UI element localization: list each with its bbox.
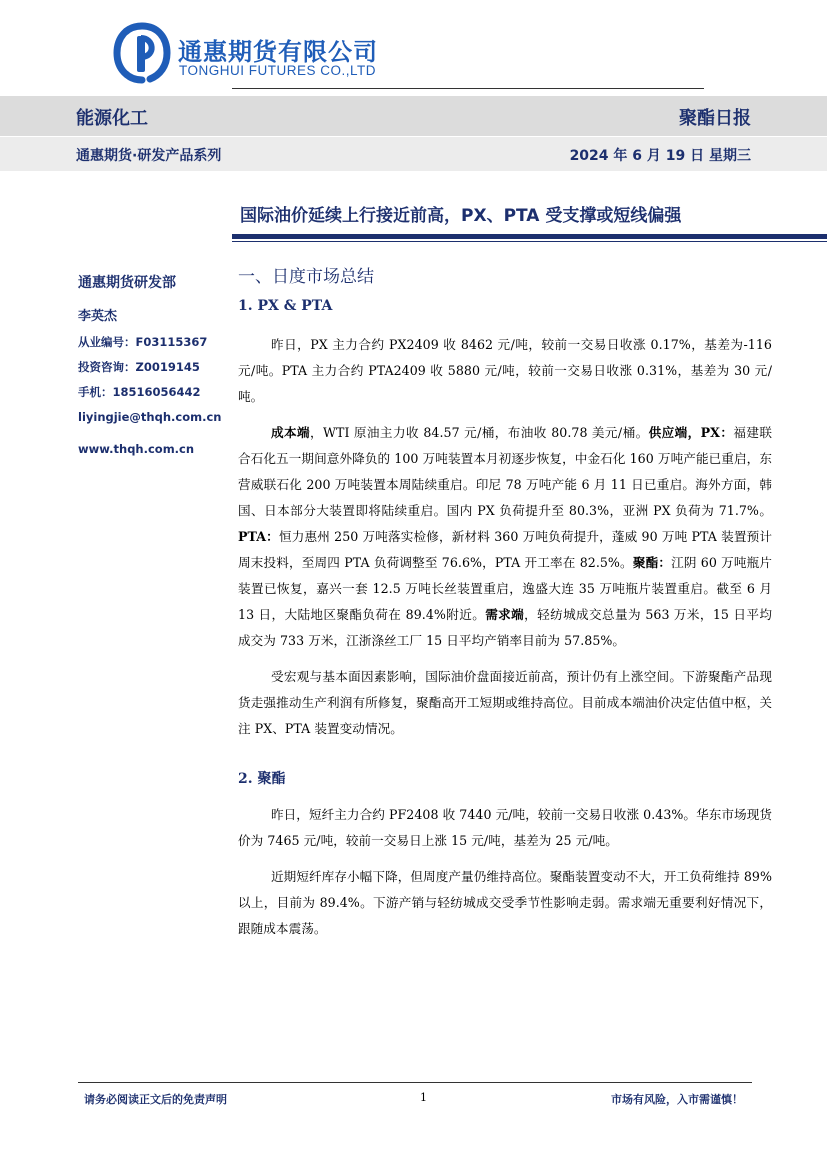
title-rule-thick: [232, 234, 827, 239]
phone-label: 手机：: [78, 385, 113, 399]
paragraph-outlook: 受宏观与基本面因素影响，国际油价盘面接近前高，预计仍有上涨空间。下游聚酯产品现货走强推动生产利润有所修复，聚酯高开工短期或维持高位。目前成本端油价决定估值中枢，关注 PX、PTA 装置变动情况。: [238, 669, 772, 736]
company-name-en: TONGHUI FUTURES CO.,LTD: [179, 63, 377, 78]
pta-label: PTA：: [238, 529, 279, 544]
cert-value: F03115367: [135, 335, 208, 349]
sidebar-cert: [78, 334, 207, 350]
paragraph-supply-demand: [238, 420, 772, 654]
footer-disclaimer: 请务必阅读正文后的免责声明: [84, 1093, 227, 1106]
report-type-label: 聚酯日报: [679, 108, 751, 129]
header-divider: [232, 88, 704, 89]
company-logo-icon: [112, 22, 172, 84]
section-heading: 一、日度市场总结: [238, 267, 374, 287]
supply-label: 供应端，PX：: [648, 425, 734, 440]
polyester-text: 江阴 60 万吨瓶片装置已恢复，嘉兴一套 12.5 万吨长丝装置重启，逸盛大连 35 万吨瓶片装置重启。截至 6 月 13 日，大陆地区聚酯负荷在 89.4%附近。: [238, 555, 772, 622]
company-logo: [112, 22, 402, 86]
footer-risk-notice: 市场有风险，入市需谨慎！: [611, 1093, 743, 1106]
advisory-label: 投资咨询：: [78, 360, 136, 374]
sidebar-advisory: [78, 359, 200, 375]
page-number: 1: [420, 1091, 427, 1104]
title-rule-thin: [232, 241, 827, 242]
footer-divider: [78, 1082, 752, 1083]
report-date: 2024 年 6 月 19 日 星期三: [569, 148, 751, 164]
subsection-heading-px-pta: 1. PX & PTA: [238, 298, 333, 314]
sidebar-department: 通惠期货研发部: [78, 275, 176, 291]
report-title: 国际油价延续上行接近前高，PX、PTA 受支撑或短线偏强: [240, 206, 682, 226]
paragraph-staple-fiber-outlook: 近期短纤库存小幅下降，但周度产量仍维持高位。聚酯装置变动不大，开工负荷维持 89%以上，目前为 89.4%。下游产销与轻纺城成交受季节性影响走弱。需求端无重要利好情况下，跟随成本震荡。: [238, 869, 772, 936]
cost-label: 成本端: [271, 425, 311, 440]
sidebar-website[interactable]: www.thqh.com.cn: [78, 442, 195, 456]
phone-value: 18516056442: [112, 385, 201, 399]
company-name-cn: 通惠期货有限公司: [178, 38, 378, 66]
subsection-heading-polyester: 2. 聚酯: [238, 771, 286, 787]
paragraph-staple-fiber-prices: 昨日，短纤主力合约 PF2408 收 7440 元/吨，较前一交易日收涨 0.43%。华东市场现货价为 7465 元/吨，较前一交易日上涨 15 元/吨，基差为 25 元/吨。: [238, 807, 772, 848]
cert-label: 从业编号：: [78, 335, 136, 349]
sidebar-email[interactable]: liyingjie@thqh.com.cn: [78, 410, 222, 424]
cost-text: ，WTI 原油主力收 84.57 元/桶，布油收 80.78 美元/桶。: [310, 425, 649, 440]
advisory-value: Z0019145: [135, 360, 200, 374]
supply-text: 福建联合石化五一期间意外降负的 100 万吨装置本月初逐步恢复，中金石化 160 万吨产能已重启，东营威联石化 200 万吨装置本周陆续重启。印尼 78 万吨产能 6 月 11 日已重启。海外方面，韩国、日本部分大装置即将陆续重启。国内 PX 负荷提升至 80.3%，亚洲 PX 负荷为 71.7%。: [238, 425, 773, 518]
sector-label: 能源化工: [76, 108, 148, 129]
sidebar-phone: [78, 384, 201, 400]
pta-text: 恒力惠州 250 万吨落实检修，新材料 360 万吨负荷提升，蓬威 90 万吨 PTA 装置预计周末投料，至周四 PTA 负荷调整至 76.6%，PTA 开工率在 82.5%。: [238, 529, 773, 570]
sidebar-analyst: 李英杰: [78, 309, 118, 324]
main-content: [238, 262, 772, 952]
demand-text: ，轻纺城成交总量为 563 万米，15 日平均成交为 733 万米，江浙涤丝工厂 15 日平均产销率目前为 57.85%。: [238, 607, 772, 648]
demand-label: 需求端: [485, 607, 525, 622]
series-label: 通惠期货·研发产品系列: [76, 148, 222, 164]
paragraph-px-pta-prices: 昨日，PX 主力合约 PX2409 收 8462 元/吨，较前一交易日收涨 0.17%，基差为-116 元/吨。PTA 主力合约 PTA2409 收 5880 元/吨，较前一交易日收涨 0.31%，基差为 30 元/吨。: [238, 337, 772, 404]
polyester-label: 聚酯：: [632, 555, 672, 570]
